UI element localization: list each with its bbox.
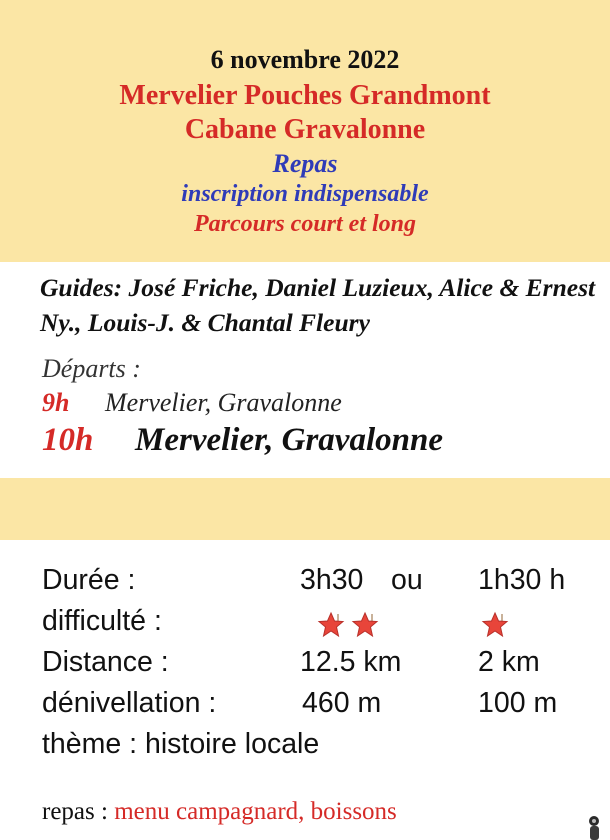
repas-line [42,798,397,826]
event-registration: inscription indispensable [181,181,429,207]
departure-place-1: Mervelier, Gravalonne [105,388,342,417]
event-place: Cabane Gravalonne [184,114,426,145]
event-meal: Repas [272,149,338,178]
star-icon [480,610,510,640]
theme-line: thème : histoire locale [42,728,320,760]
repas-label: repas : [42,798,108,825]
duration-label: Durée : [42,564,136,596]
difficulty-label: difficulté : [42,605,162,637]
distance-long: 12.5 km [300,646,402,678]
person-corner-icon [580,812,610,840]
star-icon [316,610,346,640]
elevation-short: 100 m [478,687,558,719]
duration-short: 1h30 h [478,564,566,596]
departures-label: Départs : [42,354,141,383]
distance-short: 2 km [478,646,540,678]
duration-separator: ou [391,564,423,596]
departure-time-2: 10h [42,422,94,458]
repas-value: menu campagnard, boissons [114,798,397,825]
guides-list: Guides: José Friche, Daniel Luzieux, Alice & Ernest Ny., Louis-J. & Chantal Fleury [40,273,596,337]
duration-long: 3h30 [300,564,364,596]
event-date: 6 novembre 2022 [210,45,400,74]
departure-place-2: Mervelier, Gravalonne [135,422,443,458]
elevation-long: 460 m [302,687,382,719]
elevation-label: dénivellation : [42,687,217,719]
event-courses: Parcours court et long [193,211,417,237]
header-band [0,0,610,262]
separator-band [0,478,610,540]
star-icon [350,610,380,640]
event-route: Mervelier Pouches Grandmont [119,80,491,111]
distance-label: Distance : [42,646,169,678]
departure-time-1: 9h [42,388,70,417]
